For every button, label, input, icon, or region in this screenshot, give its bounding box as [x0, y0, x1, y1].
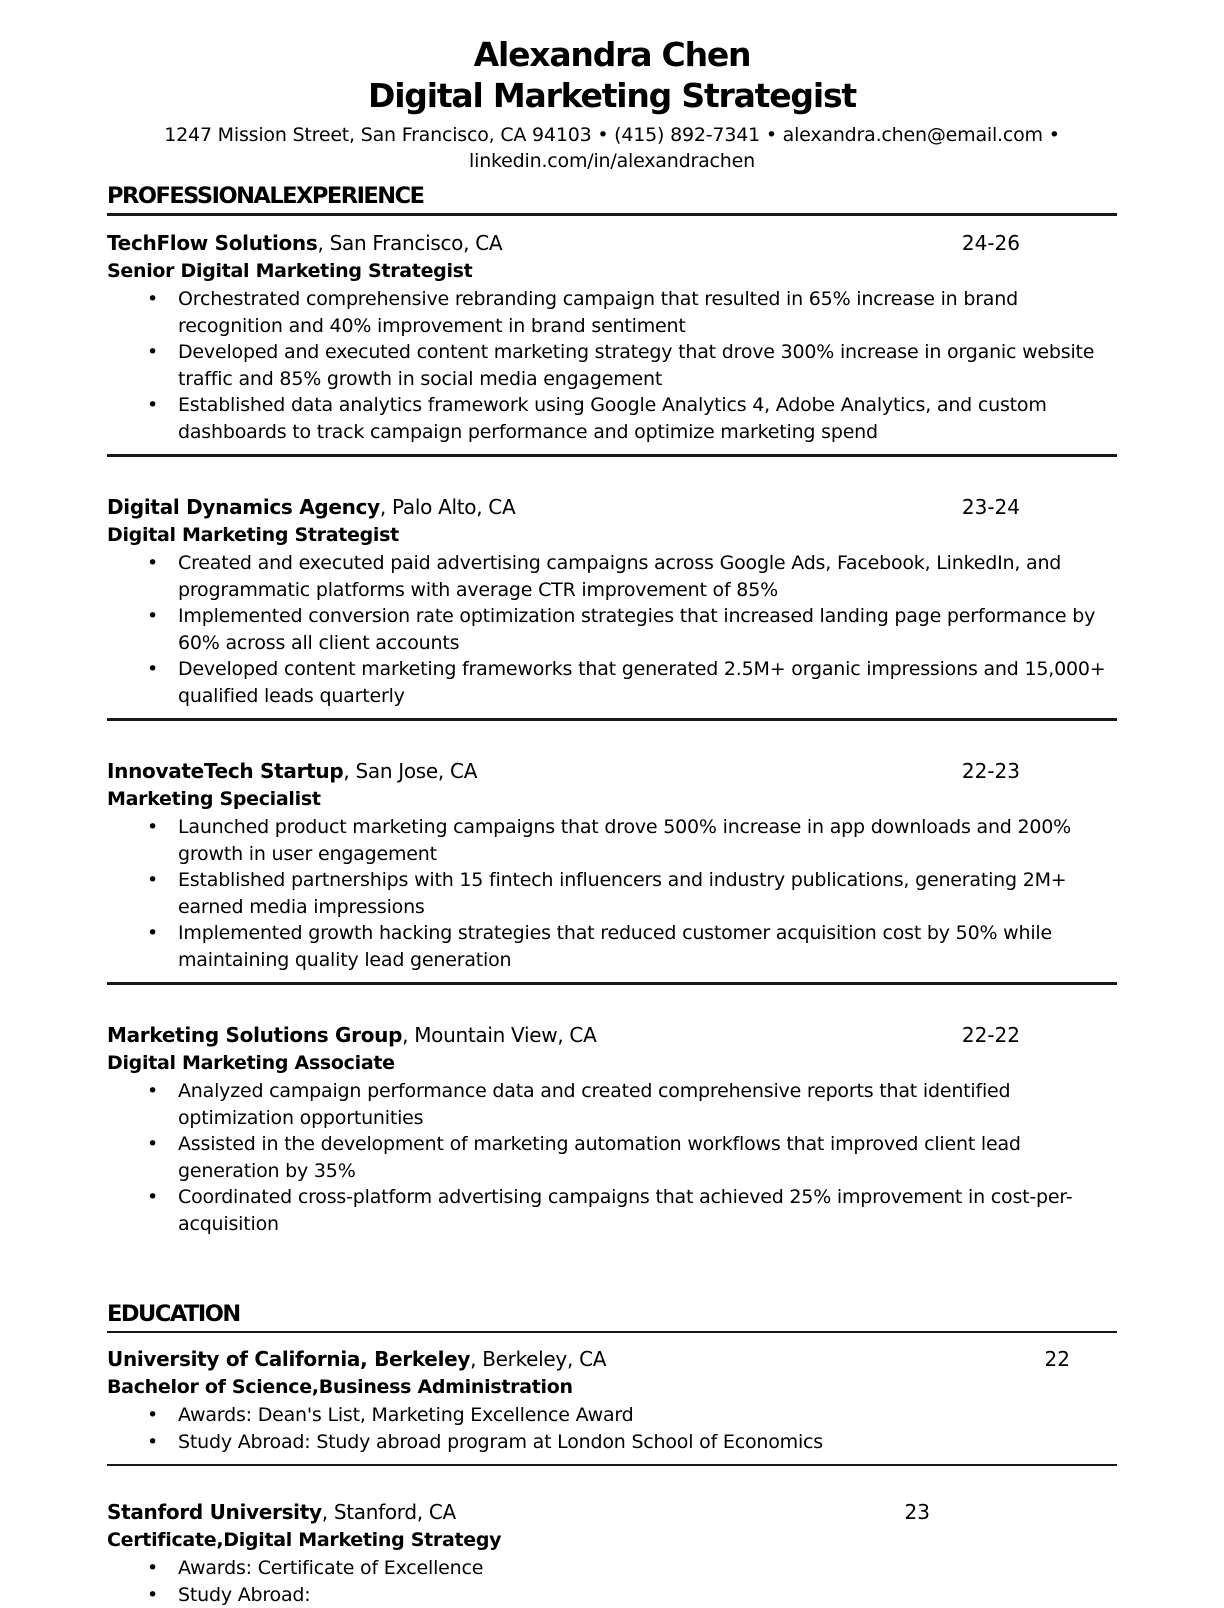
education-entry-berkeley — [107, 1346, 1117, 1455]
bullet-text: Assisted in the development of marketing automation workflows that improved client lead generation by 35% — [178, 1133, 1021, 1182]
bullet-item — [107, 550, 1117, 603]
school-bullet-list — [107, 1402, 1117, 1455]
job-bullet-list — [107, 550, 1117, 709]
company-line — [107, 1022, 962, 1049]
education-section-heading: EDUCATION — [107, 1301, 1117, 1327]
school-location: , Berkeley, CA — [470, 1347, 606, 1371]
bullet-text: Analyzed campaign performance data and created comprehensive reports that identified optimization opportunities — [178, 1080, 1010, 1129]
job-dates: 23-24 — [962, 494, 1020, 521]
school-header-row — [107, 1499, 1117, 1526]
experience-heading-rule — [107, 213, 1117, 216]
bullet-text: Study Abroad: — [178, 1584, 310, 1606]
job-bullet-list — [107, 814, 1117, 973]
company-name: InnovateTech Startup — [107, 759, 343, 783]
company-location: , San Francisco, CA — [317, 231, 502, 255]
company-name: Digital Dynamics Agency — [107, 495, 380, 519]
bullet-item — [107, 603, 1117, 656]
resume-body — [0, 183, 1224, 1608]
job-dates: 24-26 — [962, 230, 1020, 257]
job-role: Digital Marketing Strategist — [107, 522, 1117, 549]
bullet-item — [107, 867, 1117, 920]
company-location: , Mountain View, CA — [402, 1023, 596, 1047]
bullet-item — [107, 920, 1117, 973]
job-bullet-list — [107, 1078, 1117, 1237]
bullet-text: Created and executed paid advertising campaigns across Google Ads, Facebook, LinkedIn, and programmatic platforms with average CTR improvement of 85% — [178, 552, 1061, 601]
bullet-text: Developed and executed content marketing strategy that drove 300% increase in organic website traffic and 85% growth in social media engagement — [178, 341, 1094, 390]
contact-line-1: 1247 Mission Street, San Francisco, CA 94103 • (415) 892-7341 • alexandra.chen@email.com • — [0, 122, 1224, 148]
school-header-row — [107, 1346, 1117, 1373]
bullet-text: Study Abroad: Study abroad program at London School of Economics — [178, 1431, 823, 1453]
bullet-item — [107, 1078, 1117, 1131]
bullet-item — [107, 1555, 1117, 1582]
bullet-item — [107, 392, 1117, 445]
entry-divider — [107, 1464, 1117, 1466]
bullet-item — [107, 1184, 1117, 1237]
education-heading-rule — [107, 1331, 1117, 1333]
school-location: , Stanford, CA — [322, 1500, 456, 1524]
school-dates: 23 — [905, 1499, 930, 1526]
company-name: Marketing Solutions Group — [107, 1023, 402, 1047]
company-line — [107, 758, 962, 785]
resume-header — [0, 0, 1224, 174]
company-name: TechFlow Solutions — [107, 231, 317, 255]
degree: Certificate,Digital Marketing Strategy — [107, 1527, 1117, 1554]
job-role: Senior Digital Marketing Strategist — [107, 258, 1117, 285]
job-entry-techflow — [107, 230, 1117, 445]
job-entry-digital-dynamics — [107, 494, 1117, 709]
school-name: University of California, Berkeley — [107, 1347, 470, 1371]
degree: Bachelor of Science,Business Administration — [107, 1374, 1117, 1401]
bullet-item — [107, 1131, 1117, 1184]
bullet-text: Awards: Certificate of Excellence — [178, 1557, 483, 1579]
education-entry-stanford — [107, 1499, 1117, 1608]
bullet-item — [107, 339, 1117, 392]
person-name: Alexandra Chen — [0, 34, 1224, 75]
job-role: Marketing Specialist — [107, 786, 1117, 813]
bullet-text: Implemented conversion rate optimization strategies that increased landing page performance by 60% across all client accounts — [178, 605, 1095, 654]
bullet-text: Implemented growth hacking strategies that reduced customer acquisition cost by 50% while maintaining quality lead generation — [178, 922, 1052, 971]
school-bullet-list — [107, 1555, 1117, 1608]
job-header-row — [107, 758, 1117, 785]
bullet-item — [107, 1429, 1117, 1456]
bullet-text: Orchestrated comprehensive rebranding campaign that resulted in 65% increase in brand recognition and 40% improvement in brand sentiment — [178, 288, 1018, 337]
entry-divider — [107, 718, 1117, 721]
job-entry-marketing-solutions — [107, 1022, 1117, 1237]
bullet-item — [107, 656, 1117, 709]
job-header-row — [107, 1022, 1117, 1049]
job-role: Digital Marketing Associate — [107, 1050, 1117, 1077]
bullet-item — [107, 286, 1117, 339]
school-line — [107, 1499, 905, 1526]
experience-section-heading: PROFESSIONALEXPERIENCE — [107, 183, 1117, 209]
school-name: Stanford University — [107, 1500, 322, 1524]
contact-line-2: linkedin.com/in/alexandrachen — [0, 148, 1224, 174]
bullet-text: Established data analytics framework using Google Analytics 4, Adobe Analytics, and custom dashboards to track campaign performance and optimize marketing spend — [178, 394, 1047, 443]
company-line — [107, 230, 962, 257]
bullet-text: Launched product marketing campaigns that drove 500% increase in app downloads and 200% growth in user engagement — [178, 816, 1071, 865]
entry-divider — [107, 982, 1117, 985]
job-header-row — [107, 494, 1117, 521]
company-location: , San Jose, CA — [343, 759, 477, 783]
bullet-text: Coordinated cross-platform advertising campaigns that achieved 25% improvement in cost-per-acquisition — [178, 1186, 1072, 1235]
bullet-text: Established partnerships with 15 fintech influencers and industry publications, generating 2M+ earned media impressions — [178, 869, 1067, 918]
job-bullet-list — [107, 286, 1117, 445]
company-line — [107, 494, 962, 521]
bullet-text: Developed content marketing frameworks that generated 2.5M+ organic impressions and 15,000+ qualified leads quarterly — [178, 658, 1105, 707]
bullet-item — [107, 1582, 1117, 1608]
person-title: Digital Marketing Strategist — [0, 75, 1224, 116]
school-line — [107, 1346, 1045, 1373]
entry-divider — [107, 454, 1117, 457]
job-dates: 22-22 — [962, 1022, 1020, 1049]
job-entry-innovatetech — [107, 758, 1117, 973]
job-header-row — [107, 230, 1117, 257]
company-location: , Palo Alto, CA — [380, 495, 515, 519]
job-dates: 22-23 — [962, 758, 1020, 785]
school-dates: 22 — [1045, 1346, 1070, 1373]
bullet-text: Awards: Dean's List, Marketing Excellence Award — [178, 1404, 634, 1426]
bullet-item — [107, 1402, 1117, 1429]
bullet-item — [107, 814, 1117, 867]
